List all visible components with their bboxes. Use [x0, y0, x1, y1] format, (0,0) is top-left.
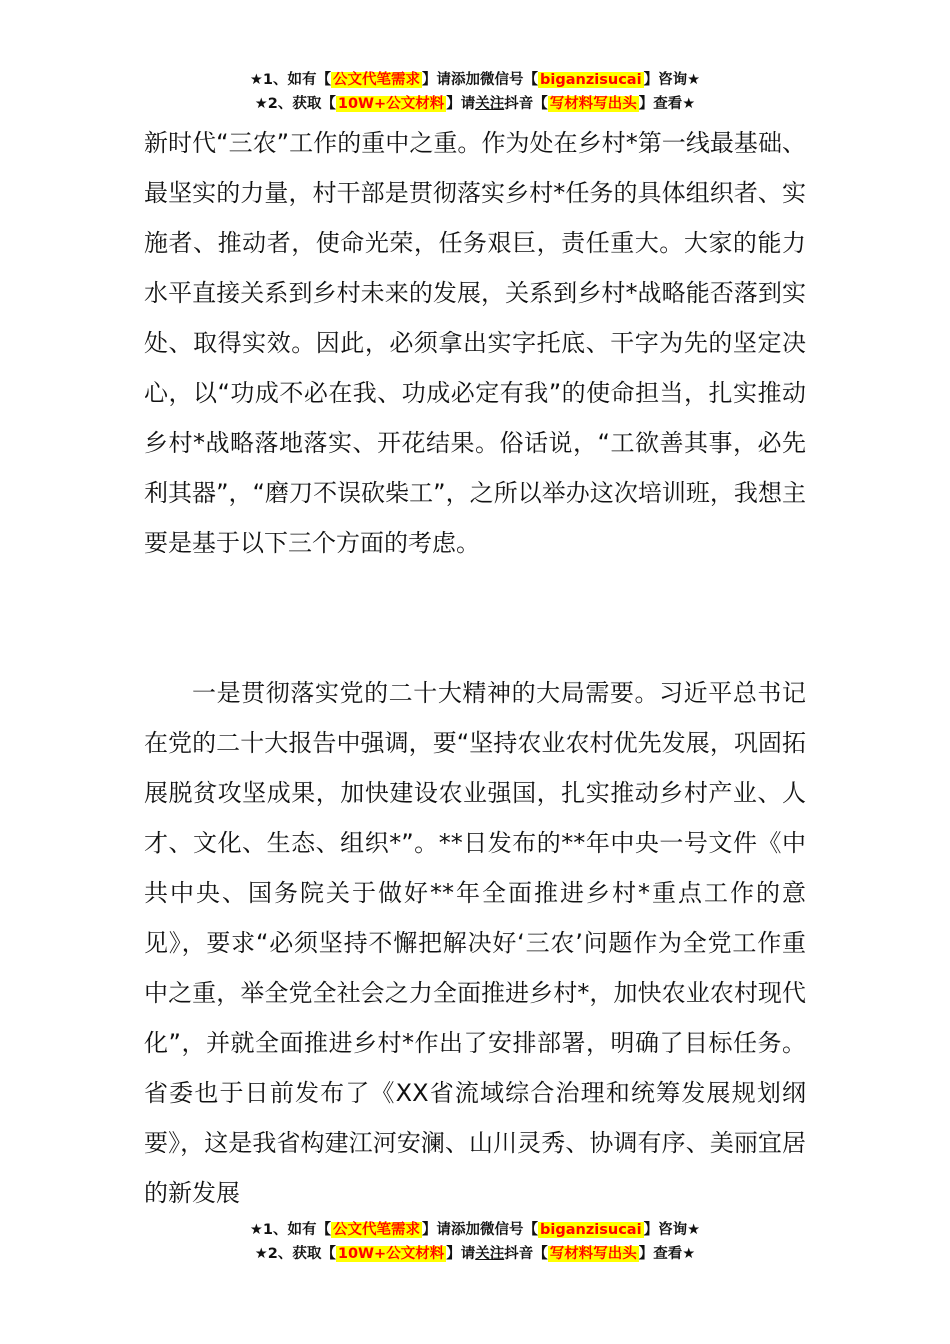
- header-banner: [0, 68, 950, 116]
- banner-line-1: [0, 1218, 950, 1242]
- banner-text: 】查看★: [638, 1246, 696, 1262]
- highlight-douyin: 写材料写出头: [549, 1246, 637, 1262]
- banner-text: 】咨询★: [643, 72, 701, 88]
- footer-banner: [0, 1218, 950, 1266]
- star-icon: ★: [254, 1246, 268, 1262]
- highlight-service: 公文代笔需求: [333, 1222, 421, 1238]
- document-body-part-2: [144, 668, 806, 1218]
- highlight-wechat-id: biganzisucai: [540, 72, 642, 88]
- banner-underline: 关注: [475, 1246, 505, 1262]
- banner-text: 2、获取【: [267, 1246, 336, 1262]
- banner-text: 】请添加微信号【: [422, 72, 539, 88]
- banner-text: 1、如有【: [262, 1222, 332, 1238]
- document-body-part-1: [144, 118, 806, 568]
- star-icon: ★: [249, 1222, 263, 1238]
- star-icon: ★: [249, 72, 263, 88]
- paragraph: 新时代“三农”工作的重中之重。作为处在乡村*第一线最基础、最坚实的力量，村干部是贯彻落实乡村*任务的具体组织者、实施者、推动者，使命光荣，任务艰巨，责任重大。大家的能力水平直接关系到乡村未来的发展，关系到乡村*战略能否落到实处、取得实效。因此，必须拿出实字托底、干字为先的坚定决心，以“功成不必在我、功成必定有我”的使命担当，扎实推动乡村*战略落地落实、开花结果。俗话说，“工欲善其事，必先利其器”，“磨刀不误砍柴工”，之所以举办这次培训班，我想主要是基于以下三个方面的考虑。: [144, 129, 806, 557]
- banner-text: 2、获取【: [267, 96, 336, 112]
- highlight-douyin: 写材料写出头: [549, 96, 637, 112]
- highlight-service: 公文代笔需求: [333, 72, 421, 88]
- banner-text: 】请: [446, 1246, 476, 1262]
- banner-text: 1、如有【: [262, 72, 332, 88]
- highlight-materials: 10W+公文材料: [337, 96, 445, 112]
- banner-line-1: [0, 68, 950, 92]
- banner-underline: 关注: [475, 96, 505, 112]
- banner-text: 】请添加微信号【: [422, 1222, 539, 1238]
- banner-text: 】查看★: [638, 96, 696, 112]
- highlight-materials: 10W+公文材料: [337, 1246, 445, 1262]
- banner-line-2: [0, 92, 950, 116]
- star-icon: ★: [254, 96, 268, 112]
- paragraph: 一是贯彻落实党的二十大精神的大局需要。习近平总书记在党的二十大报告中强调，要“坚持农业农村优先发展，巩固拓展脱贫攻坚成果，加快建设农业强国，扎实推动乡村产业、人才、文化、生态、组织*”。**日发布的**年中央一号文件《中共中央、国务院关于做好**年全面推进乡村*重点工作的意见》，要求“必须坚持不懈把解决好‘三农’问题作为全党工作重中之重，举全党全社会之力全面推进乡村*，加快农业农村现代化”，并就全面推进乡村*作出了安排部署，明确了目标任务。省委也于日前发布了《XX省流域综合治理和统筹发展规划纲要》，这是我省构建江河安澜、山川灵秀、协调有序、美丽宜居的新发展: [144, 679, 806, 1207]
- banner-line-2: [0, 1242, 950, 1266]
- banner-text: 抖音【: [504, 96, 548, 112]
- banner-text: 】请: [446, 96, 476, 112]
- highlight-wechat-id: biganzisucai: [540, 1222, 642, 1238]
- banner-text: 】咨询★: [643, 1222, 701, 1238]
- banner-text: 抖音【: [504, 1246, 548, 1262]
